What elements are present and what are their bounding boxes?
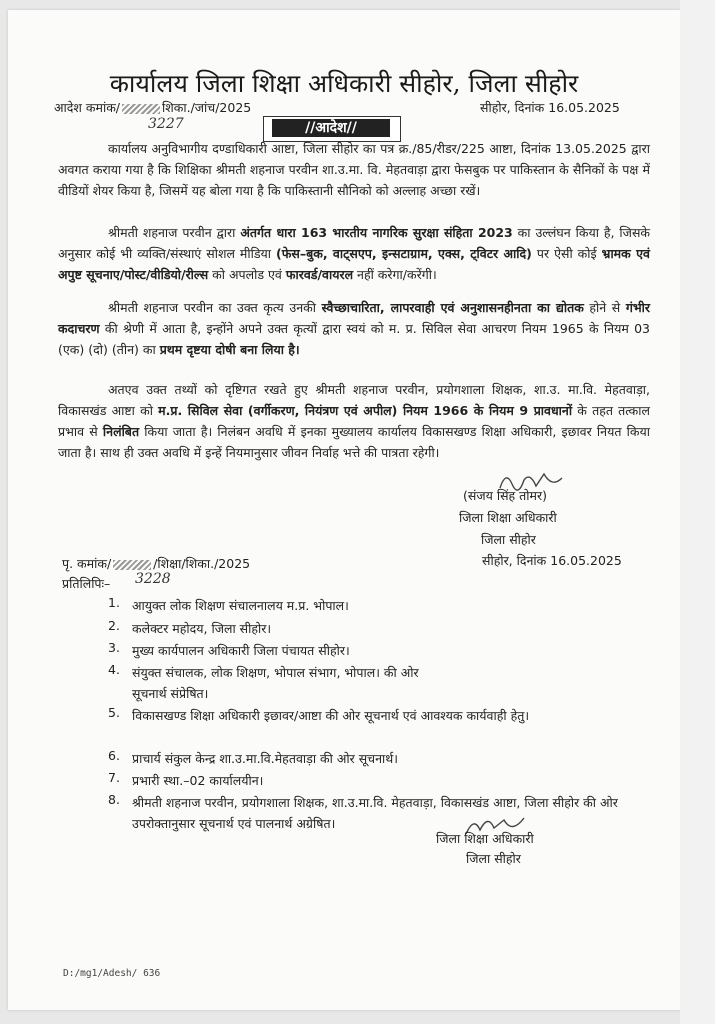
list-item-text: संयुक्त संचालक, लोक शिक्षण, भोपाल संभाग, भोपाल। की ओर सूचनार्थ संप्रेषित। [132,665,419,701]
paragraph-2 [58,222,650,285]
order-handwritten-number: 3227 [148,116,184,132]
endorsement-ref-prefix: पृ. कमांक/ [62,556,112,571]
list-item-text: विकासखण्ड शिक्षा अधिकारी इछावर/आष्टा की ओर सूचनार्थ एवं आवश्यक कार्यवाही हेतु। [132,708,530,723]
signatory-name: (संजय सिंह तोमर) [463,488,547,503]
copy-label: प्रतिलिपिः– [62,576,111,591]
p3-text-e: की श्रेणी में आता है, इन्होंने अपने उक्त कृत्यों द्वारा स्वयं को म. प्र. सिविल सेवा आचरण नियम 1965 के नियम 03 (एक) (दो) (तीन) का [58,321,650,357]
p4-text-a: अतएव उक्त तथ्यों को दृष्टिगत रखते हुए श्रीमती शहनाज परवीन, प्रयोगशाला शिक्षक, शा.उ. मा.वि. मेहतवाड़ा, विकासखंड आष्टा को [58,382,650,418]
footer-file-path: D:/mg1/Adesh/ 636 [63,968,161,979]
list-item-num: 8. [108,792,120,807]
order-heading: //आदेश// [272,119,390,137]
endorsement-ref [62,555,250,572]
p2-bold-posts: भ्रामक एवं अपुष्ट सूचनाए/पोस्ट/वीडियो/रील्स [58,246,650,282]
p4-bold-suspended: निलंबित [102,424,140,439]
p3-text-a: श्रीमती शहनाज परवीन का उक्त कृत्य उनकी [108,300,322,315]
list-item-text: श्रीमती शहनाज परवीन, प्रयोगशाला शिक्षक, शा.उ.मा.वि. मेहतवाड़ा, विकासखंड आष्टा, जिला सीहोर की ओर उपरोक्तानुसार सूचनार्थ एवं पालनार्थ अग्रेषित। [132,795,618,831]
p2-text-e: पर ऐसी कोई [531,246,602,261]
list-item-num: 1. [108,595,120,610]
list-item-text: आयुक्त लोक शिक्षण संचालनालय म.प्र. भोपाल। [132,598,349,613]
order-place-date-label: सीहोर, दिनांक [480,100,545,115]
page-edge-strip [680,0,715,1024]
p2-text-a: श्रीमती शहनाज परवीन द्वारा [108,225,241,240]
redaction-mark-2 [113,560,151,570]
order-ref-suffix: शिका./जांच/2025 [162,100,252,115]
signatory-district: जिला सीहोर [481,532,536,547]
signatory2-designation: जिला शिक्षा अधिकारी [436,831,534,846]
list-item-num: 7. [108,770,120,785]
order-ref-prefix: आदेश कमांक/ [54,100,121,115]
office-title: कार्यालय जिला शिक्षा अधिकारी सीहोर, जिला सीहोर [109,69,579,98]
p2-bold-forward: फारवर्ड/वायरल [285,267,354,282]
list-item-num: 4. [108,662,120,677]
p4-text-c: के तहत तत्काल प्रभाव से [58,403,650,439]
p4-text-e: किया जाता है। निलंबन अवधि में इनका मुख्यालय कार्यालय विकासखण्ड शिक्षा अधिकारी, इछावर नियत किया जाता है। साथ ही उक्त अवधि में इन्हें नियमानुसार जीवन निर्वाह भत्ते की पात्रता रहेगी। [58,424,650,460]
p2-text-g: को अपलोड एवं [208,267,286,282]
signatory-place-date-label: सीहोर, दिनांक [482,553,547,568]
p2-bold-platforms: (फेस–बुक, वाट्सएप, इन्सटाग्राम, एक्स, ट्विटर आदि) [276,246,532,261]
signatory-date-value: 16.05.2025 [550,553,622,568]
p4-bold-rules: म.प्र. सिविल सेवा (वर्गीकरण, नियंत्रण एवं अपील) नियम 1966 के नियम 9 प्रावधानों [158,403,573,418]
p2-bold-section: अंतर्गत धारा 163 भारतीय नागरिक सुरक्षा संहिता 2023 [240,225,513,240]
endorsement-ref-suffix: /शिक्षा/शिका./2025 [153,556,251,571]
list-item-num: 3. [108,640,120,655]
paragraph-4 [58,379,650,463]
list-item-text: मुख्य कार्यपालन अधिकारी जिला पंचायत सीहोर। [132,643,350,658]
signatory-date [482,552,622,569]
endorsement-handwritten-number: 3228 [135,571,171,587]
p3-bold-misconduct: गंभीर कदाचरण [58,300,651,336]
p3-bold-guilty: प्रथम दृष्टया दोषी बना लिया है। [159,342,300,357]
list-item-text: कलेक्टर महोदय, जिला सीहोर। [132,621,272,636]
p2-text-c: का उल्लंघन किया है, जिसके अनुसार कोई भी व्यक्ति/संस्थाएं सोशल मीडिया [58,225,650,261]
list-item-text: प्राचार्य संकुल केन्द्र शा.उ.मा.वि.मेहतवाड़ा की ओर सूचनार्थ। [132,751,398,766]
list-item-num: 6. [108,748,120,763]
p3-bold-conduct: स्वैच्छाचारिता, लापरवाही एवं अनुशासनहीनता का द्योतक [321,300,584,315]
signatory2-district: जिला सीहोर [466,851,521,866]
p3-text-c: होने से [583,300,626,315]
list-item-text: प्रभारी स्था.–02 कार्यालयीन। [132,773,264,788]
redaction-mark [122,104,160,114]
signatory-designation: जिला शिक्षा अधिकारी [459,510,557,525]
paragraph-3 [58,297,650,360]
order-ref [54,99,251,116]
list-item-num: 2. [108,618,120,633]
list-item-num: 5. [108,705,120,720]
order-date-value: 16.05.2025 [548,100,620,115]
document-page [8,10,680,1010]
paragraph-1: कार्यालय अनुविभागीय दण्डाधिकारी आष्टा, जिला सीहोर का पत्र क्र./85/रीडर/225 आष्टा, दिनांक 13.05.2025 द्वारा अवगत कराया गया है कि शिक्षिका श्रीमती शहनाज परवीन शा.उ.मा. वि. मेहतवाड़ा द्वारा फेसबुक पर पाकिस्तान के सैनिकों के पक्ष में वीडियों शेयर किया है, जिसमें यह बोला गया है कि पाकिस्तानी सौनिको को अल्लाह अच्छा रखें। [58,141,650,198]
order-date [480,99,620,116]
p2-text-i: नहीं करेगा/करेंगी। [353,267,437,282]
